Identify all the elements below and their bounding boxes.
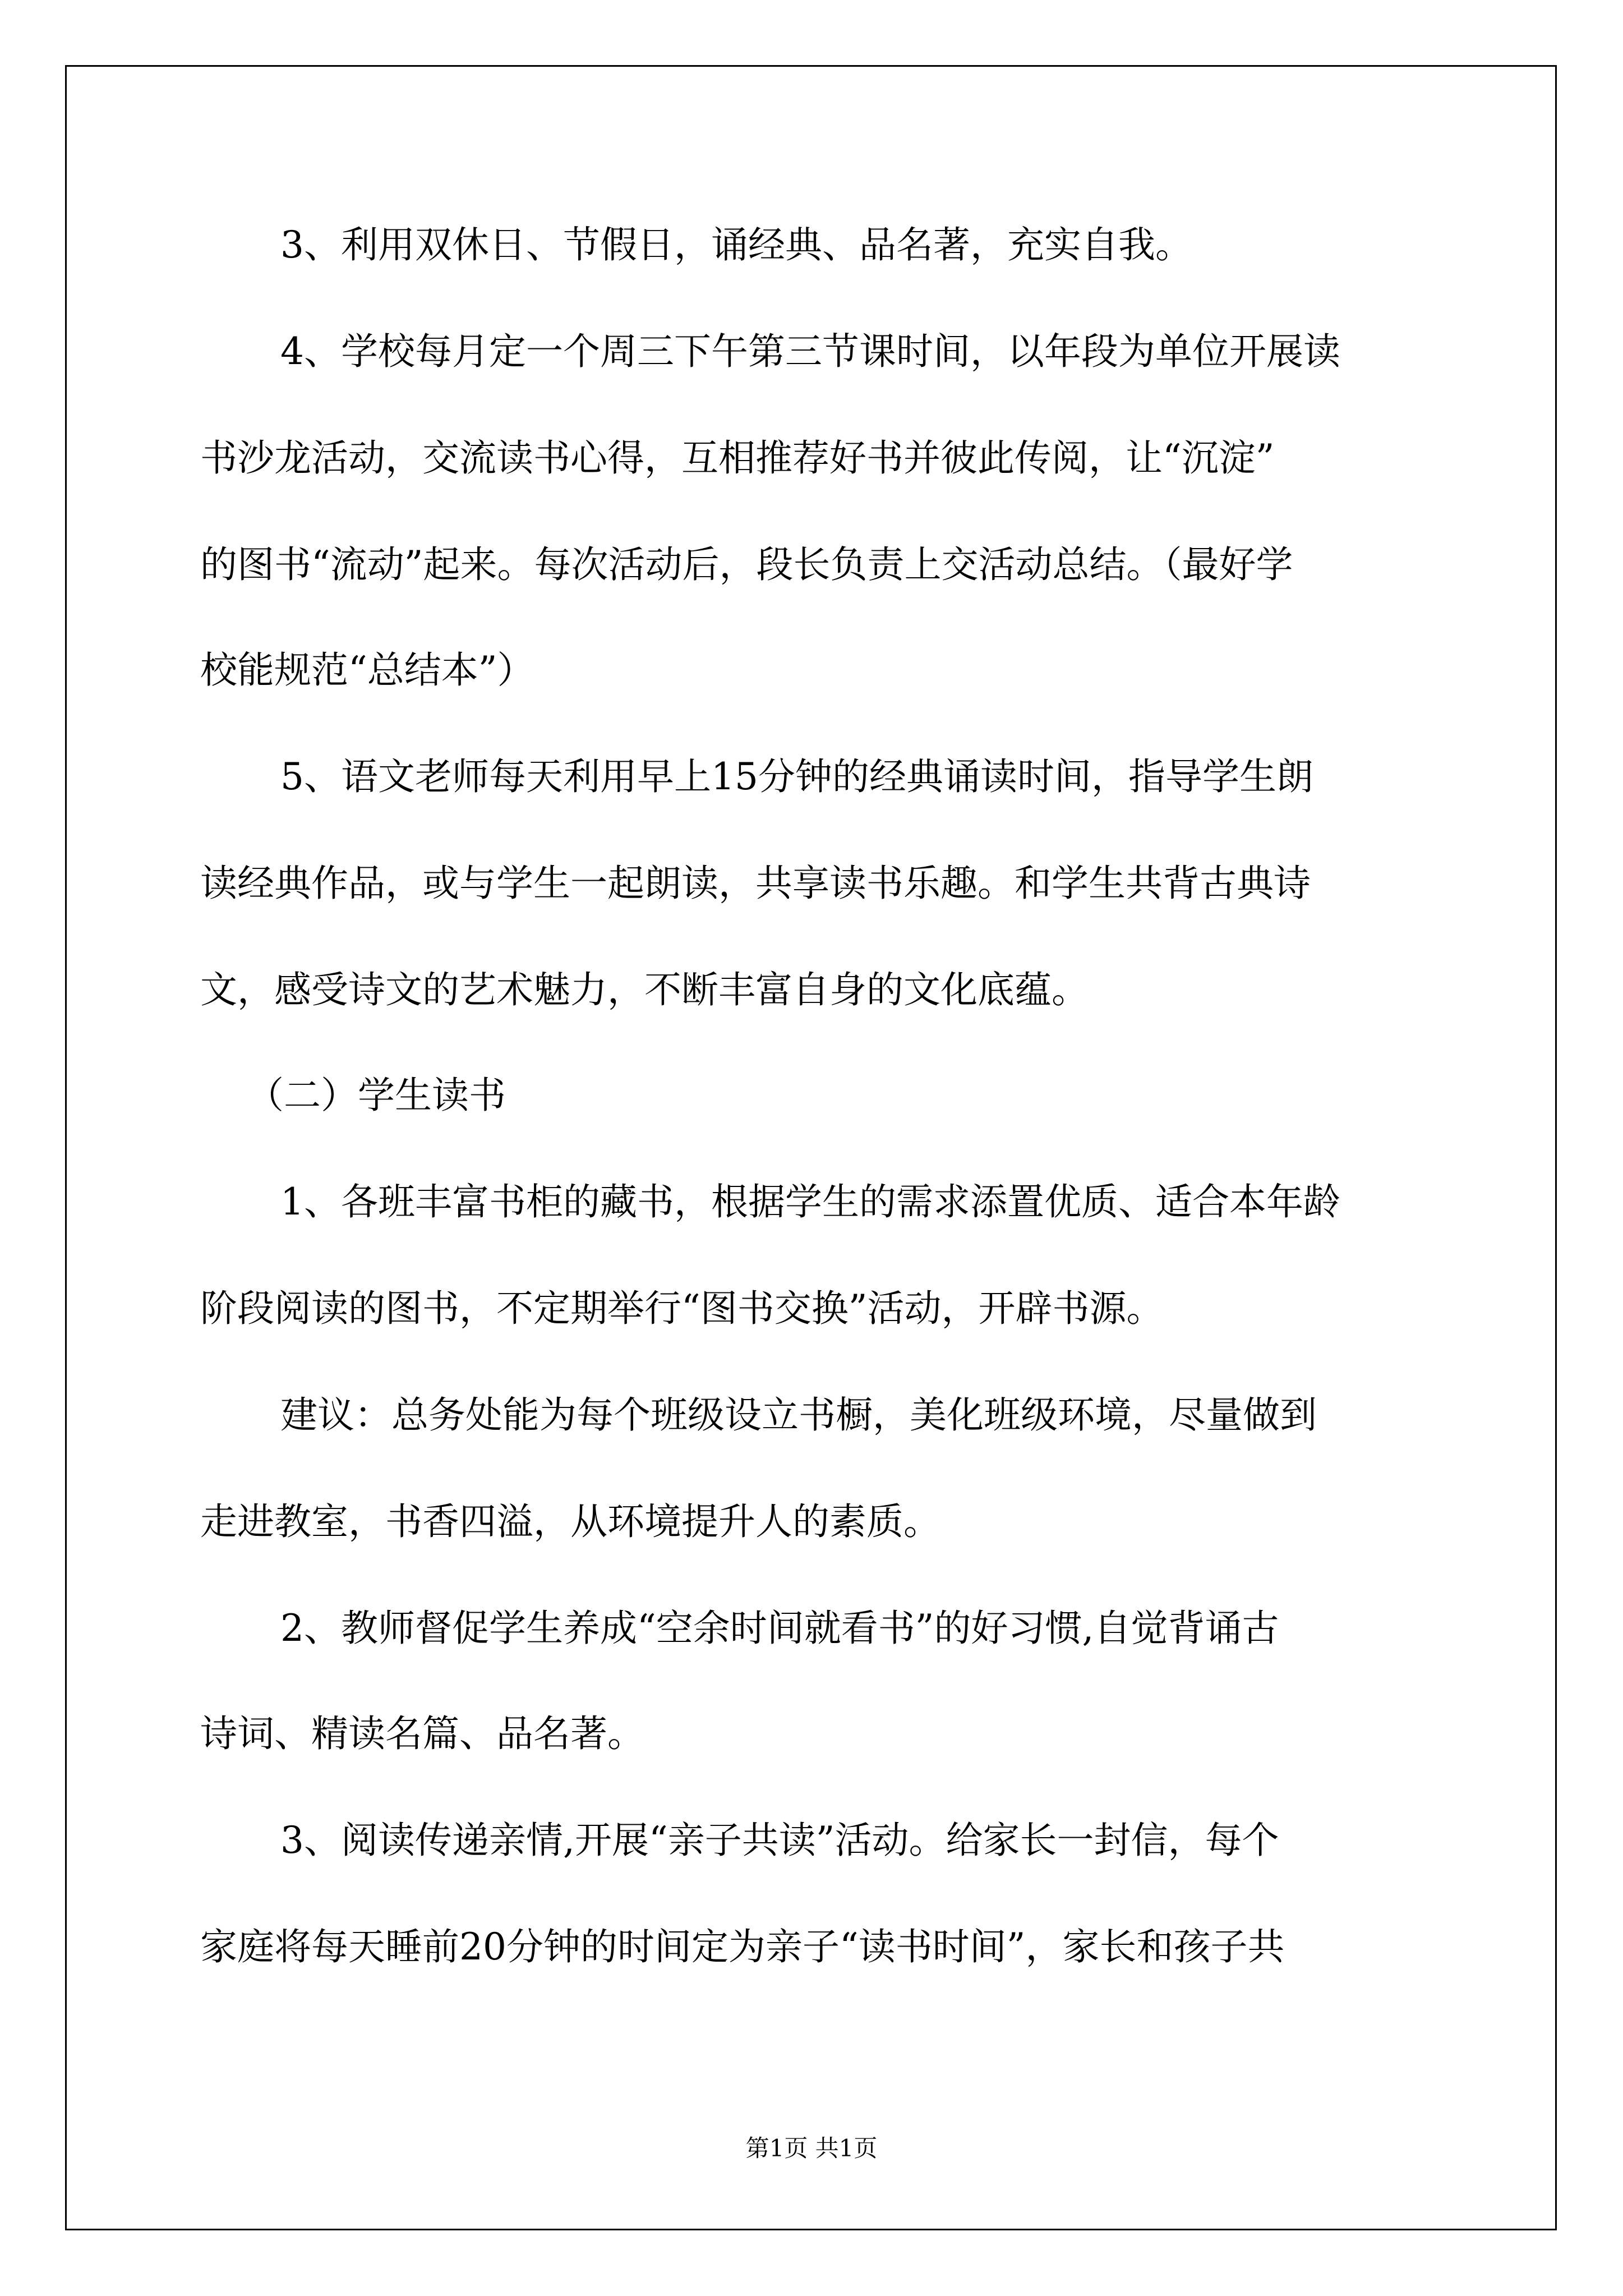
page-footer: 第1页 共1页 [745,2134,878,2162]
paragraph-line: 家庭将每天睡前20分钟的时间定为亲子“读书时间”，家长和孩子共 [200,1925,1285,1968]
paragraph-line: 3、利用双休日、节假日，诵经典、品名著，充实自我。 [280,223,1192,266]
page-border [65,65,1557,2230]
paragraph-line: 建议：总务处能为每个班级设立书橱，美化班级环境，尽量做到 [280,1393,1317,1437]
paragraph-line: 4、学校每月定一个周三下午第三节课时间，以年段为单位开展读 [280,330,1340,373]
section-heading: （二）学生读书 [247,1074,506,1117]
paragraph-line: 3、阅读传递亲情,开展“亲子共读”活动。给家长一封信，每个 [280,1819,1279,1862]
paragraph-line: 文，感受诗文的艺术魅力，不断丰富自身的文化底蕴。 [200,968,1089,1011]
paragraph-line: 2、教师督促学生养成“空余时间就看书”的好习惯,自觉背诵古 [280,1607,1279,1650]
paragraph-line: 读经典作品，或与学生一起朗读，共享读书乐趣。和学生共背古典诗 [200,862,1311,905]
paragraph-line: 5、语文老师每天利用早上15分钟的经典诵读时间，指导学生朗 [280,755,1313,798]
paragraph-line: 诗词、精读名篇、品名著。 [200,1712,644,1755]
paragraph-line: 1、各班丰富书柜的藏书，根据学生的需求添置优质、适合本年龄 [280,1180,1340,1223]
paragraph-line: 阶段阅读的图书，不定期举行“图书交换”活动，开辟书源。 [200,1287,1164,1330]
paragraph-line: 校能规范“总结本”） [200,648,534,692]
paragraph-line: 的图书“流动”起来。每次活动后，段长负责上交活动总结。（最好学 [200,543,1293,586]
paragraph-line: 书沙龙活动，交流读书心得，互相推荐好书并彼此传阅，让“沉淀” [200,436,1275,480]
paragraph-line: 走进教室，书香四溢，从环境提升人的素质。 [200,1500,940,1543]
